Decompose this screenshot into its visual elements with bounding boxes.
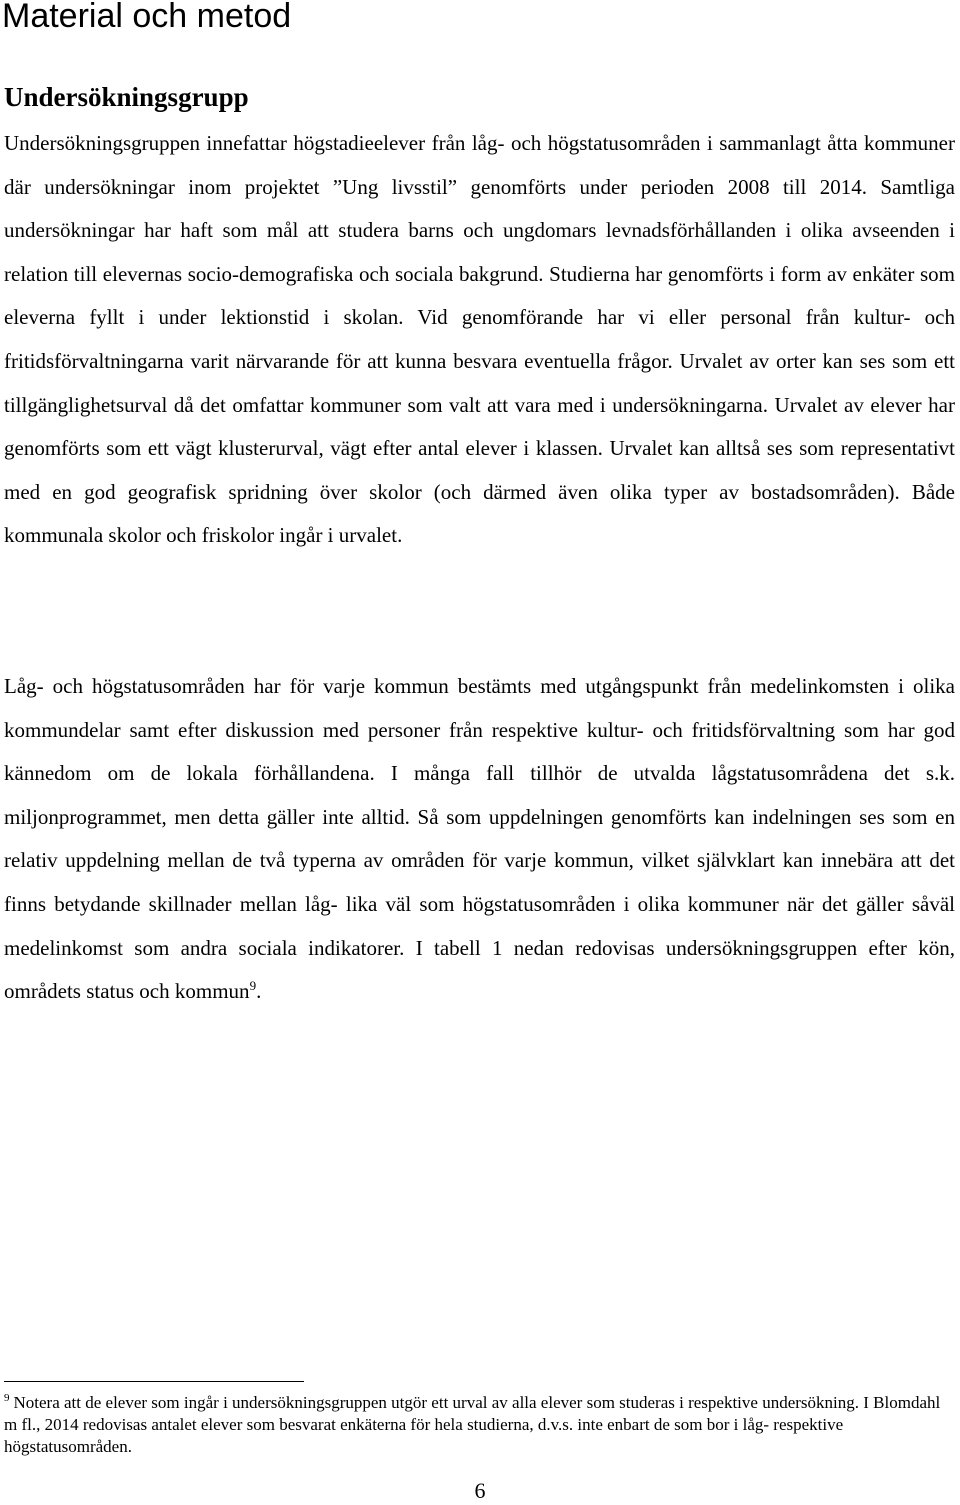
page-number: 6 — [474, 1478, 486, 1503]
paragraph-2-text: Låg- och högstatusområden har för varje kommun bestämts med utgångspunkt från medelinkomsten i olika kommundelar samt efter diskussion med personer från respektive kultur- och fritidsförvaltning som har god kännedom om de lokala förhållandena. I många fall tillhör de utvalda lågstatusområdena det s.k. miljonprogrammet, men detta gäller inte alltid. Så som uppdelningen genomförts kan indelningen ses som en relativ uppdelning mellan de två typerna av områden för varje kommun, vilket självklart kan innebära att det finns betydande skillnader mellan låg- lika väl som högstatusområden i olika kommuner när det gäller såväl medelinkomst som andra sociala indikatorer. I tabell 1 nedan redovisas undersökningsgruppen efter kön, områdets status och kommun — [4, 674, 955, 1004]
paragraph-2-end: . — [256, 979, 262, 1004]
page-number-container — [0, 1478, 960, 1504]
paragraph-1: Undersökningsgruppen innefattar högstadieelever från låg- och högstatusområden i sammanlagt åtta kommuner där undersökningar inom projektet ”Ung livsstil” genomförts under perioden 2008 till 2014. Samtliga undersökningar har haft som mål att studera barns och ungdomars levnadsförhållanden i olika avseenden i relation till elevernas socio-demografiska och sociala bakgrund. Studierna har genomförts i form av enkäter som eleverna fyllt i under lektionstid i skolan. Vid genomförande har vi eller personal från kultur- och fritidsförvaltningarna varit närvarande för att kunna besvara eventuella frågor. Urvalet av orter kan ses som ett tillgänglighetsurval då det omfattar kommuner som valt att vara med i undersökningarna. Urvalet av elever har genomförts som ett vägt klusterurval, vägt efter antal elever i klassen. Urvalet kan alltså ses som representativt med en god geografisk spridning över skolor (och därmed även olika typer av bostadsområden). Både kommunala skolor och friskolor ingår i urvalet. — [4, 131, 955, 548]
footnote-reference[interactable]: 9 — [249, 978, 257, 994]
paragraph-2 — [4, 665, 955, 1014]
chapter-title: Material och metod — [2, 0, 292, 35]
footnote-text: Notera att de elever som ingår i undersökningsgruppen utgör ett urval av alla elever som studeras i respektive undersökning. I Blomdahl m fl., 2014 redovisas antalet elever som besvarat enkäterna för hela studierna, d.v.s. inte enbart de som bor i låg- respektive högstatusområden. — [4, 1393, 941, 1456]
footnote — [4, 1392, 955, 1458]
footnote-separator — [4, 1381, 304, 1382]
footnote-number: 9 — [4, 1392, 10, 1405]
section-title: Undersökningsgrupp — [4, 82, 249, 112]
